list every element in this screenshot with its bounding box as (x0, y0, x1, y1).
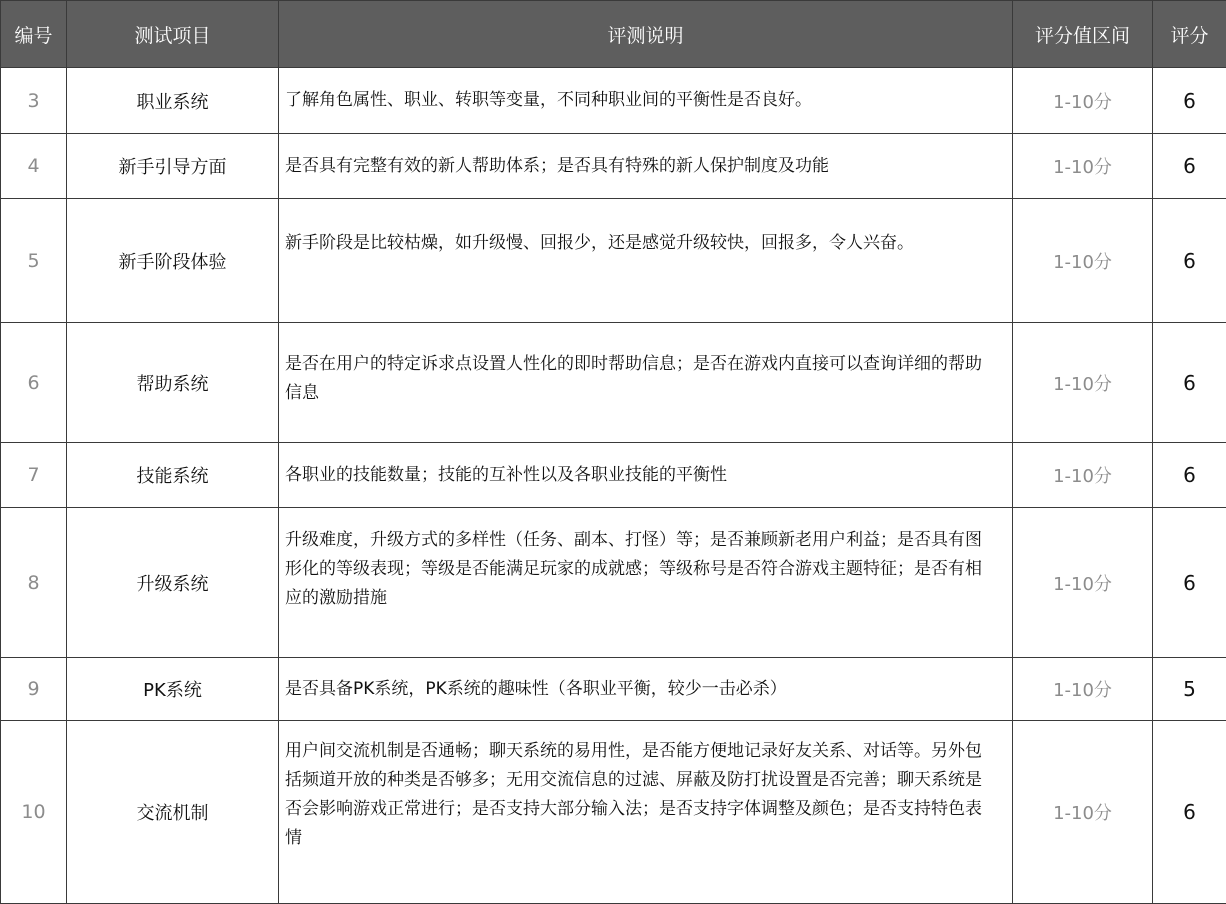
row-range: 1-10分 (1013, 199, 1153, 323)
row-score: 6 (1153, 199, 1226, 323)
row-desc: 用户间交流机制是否通畅；聊天系统的易用性，是否能方便地记录好友关系、对话等。另外包括频道开放的种类是否够多；无用交流信息的过滤、屏蔽及防打扰设置是否完善；聊天系统是否会影响游戏正常进行；是否支持大部分输入法；是否支持字体调整及颜色；是否支持特色表情 (279, 721, 1013, 904)
row-item: 新手阶段体验 (67, 199, 279, 323)
header-num: 编号 (1, 1, 67, 68)
row-range: 1-10分 (1013, 134, 1153, 199)
row-range: 1-10分 (1013, 721, 1153, 904)
row-item: 升级系统 (67, 508, 279, 658)
row-num: 9 (1, 658, 67, 721)
table-row (1, 134, 1226, 199)
table-row (1, 508, 1226, 658)
row-desc: 了解角色属性、职业、转职等变量，不同种职业间的平衡性是否良好。 (279, 68, 1013, 134)
row-num: 5 (1, 199, 67, 323)
row-range: 1-10分 (1013, 443, 1153, 508)
row-num: 6 (1, 323, 67, 443)
row-score: 5 (1153, 658, 1226, 721)
row-range: 1-10分 (1013, 323, 1153, 443)
row-desc: 新手阶段是比较枯燥，如升级慢、回报少，还是感觉升级较快，回报多，令人兴奋。 (279, 199, 1013, 323)
row-num: 10 (1, 721, 67, 904)
row-range: 1-10分 (1013, 508, 1153, 658)
row-item: 帮助系统 (67, 323, 279, 443)
row-num: 4 (1, 134, 67, 199)
row-num: 8 (1, 508, 67, 658)
row-range: 1-10分 (1013, 68, 1153, 134)
row-num: 3 (1, 68, 67, 134)
row-score: 6 (1153, 323, 1226, 443)
table-row (1, 68, 1226, 134)
row-num: 7 (1, 443, 67, 508)
row-item: 技能系统 (67, 443, 279, 508)
header-item: 测试项目 (67, 1, 279, 68)
row-item: PK系统 (67, 658, 279, 721)
header-desc: 评测说明 (279, 1, 1013, 68)
row-item: 交流机制 (67, 721, 279, 904)
header-range: 评分值区间 (1013, 1, 1153, 68)
row-desc: 是否具有完整有效的新人帮助体系；是否具有特殊的新人保护制度及功能 (279, 134, 1013, 199)
table-row (1, 443, 1226, 508)
row-item: 新手引导方面 (67, 134, 279, 199)
row-desc: 升级难度，升级方式的多样性（任务、副本、打怪）等；是否兼顾新老用户利益；是否具有图形化的等级表现；等级是否能满足玩家的成就感；等级称号是否符合游戏主题特征；是否有相应的激励措施 (279, 508, 1013, 658)
row-score: 6 (1153, 68, 1226, 134)
table-row (1, 199, 1226, 323)
header-row (1, 1, 1226, 68)
header-score: 评分 (1153, 1, 1226, 68)
table-row (1, 323, 1226, 443)
row-score: 6 (1153, 721, 1226, 904)
row-item: 职业系统 (67, 68, 279, 134)
row-desc: 是否具备PK系统，PK系统的趣味性（各职业平衡，较少一击必杀） (279, 658, 1013, 721)
row-desc: 是否在用户的特定诉求点设置人性化的即时帮助信息；是否在游戏内直接可以查询详细的帮助信息 (279, 323, 1013, 443)
row-score: 6 (1153, 508, 1226, 658)
row-desc: 各职业的技能数量；技能的互补性以及各职业技能的平衡性 (279, 443, 1013, 508)
row-range: 1-10分 (1013, 658, 1153, 721)
table-row (1, 721, 1226, 904)
table-row (1, 658, 1226, 721)
row-score: 6 (1153, 134, 1226, 199)
row-score: 6 (1153, 443, 1226, 508)
